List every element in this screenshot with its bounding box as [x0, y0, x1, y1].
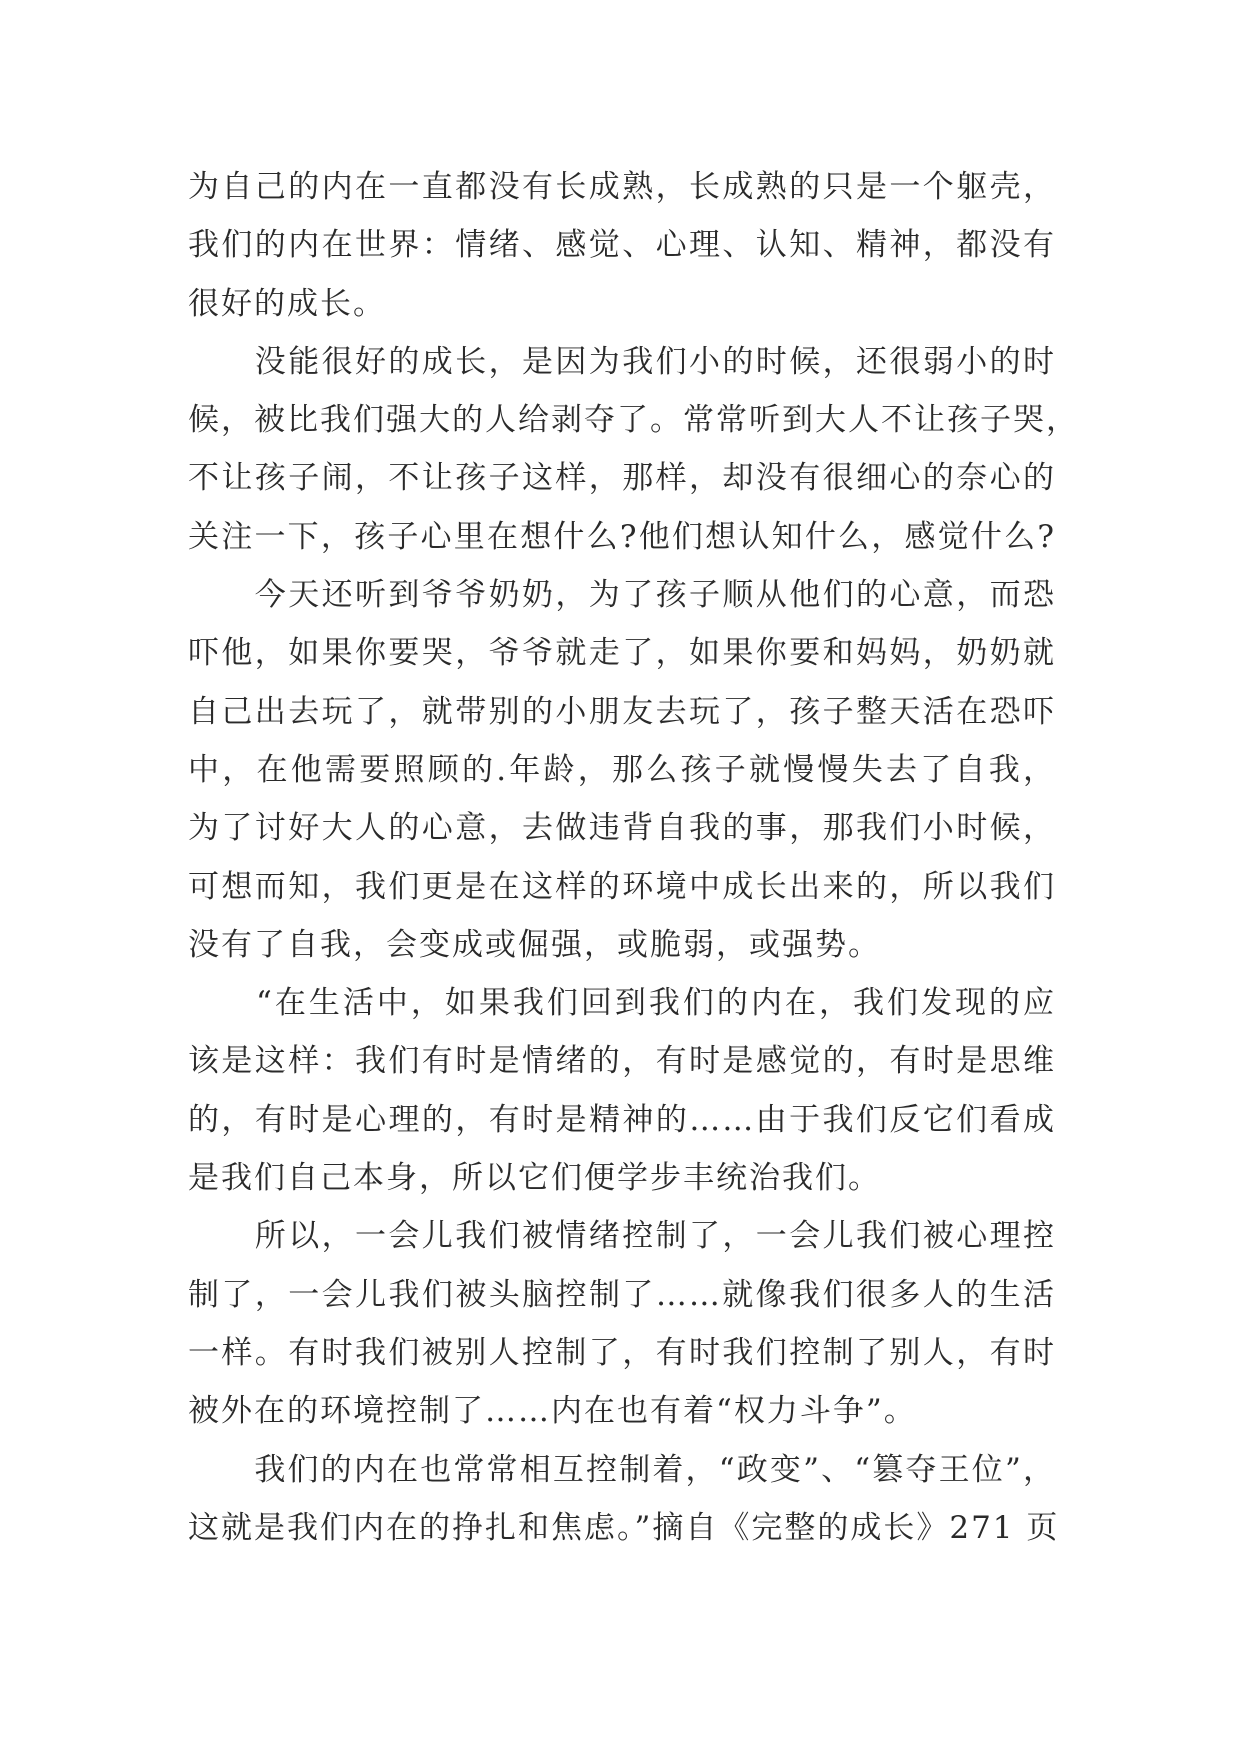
paragraph: [188, 1207, 1056, 1440]
text-line: 吓他，如果你要哭，爷爷就走了，如果你要和妈妈，奶奶就: [188, 635, 1056, 672]
text-line: 没能很好的成长，是因为我们小的时候，还很弱小的时: [188, 343, 1056, 380]
text-line: 没有了自我，会变成或倔强，或脆弱，或强势。: [188, 926, 881, 963]
text-line: 今天还听到爷爷奶奶，为了孩子顺从他们的心意，而恐: [188, 577, 1056, 614]
text-line: 我们的内在也常常相互控制着，“政变”、“篡夺王位”，: [188, 1451, 1056, 1488]
text-line: 自己出去玩了，就带别的小朋友去玩了，孩子整天活在恐吓: [188, 693, 1056, 730]
text-line: 是我们自己本身，所以它们便学步丰统治我们。: [188, 1160, 881, 1197]
text-line: 的，有时是心理的，有时是精神的……由于我们反它们看成: [188, 1101, 1056, 1138]
text-line: 很好的成长。: [188, 285, 386, 322]
text-line: 关注一下，孩子心里在想什么?他们想认知什么，感觉什么?: [188, 518, 1056, 555]
text-line: 这就是我们内在的挣扎和焦虑。”摘自《完整的成长》271 页: [188, 1509, 1060, 1546]
paragraph: [188, 566, 1056, 974]
paragraph: [188, 974, 1056, 1207]
text-line: 我们的内在世界：情绪、感觉、心理、认知、精神，都没有: [188, 227, 1056, 264]
text-line: 可想而知，我们更是在这样的环境中成长出来的，所以我们: [188, 868, 1056, 905]
text-line: 中，在他需要照顾的.年龄，那么孩子就慢慢失去了自我，: [188, 751, 1056, 788]
text-line: 制了，一会儿我们被头脑控制了……就像我们很多人的生活: [188, 1276, 1056, 1313]
paragraph: [188, 158, 1056, 333]
text-line: 所以，一会儿我们被情绪控制了，一会儿我们被心理控: [188, 1218, 1056, 1255]
body-text: [188, 158, 1079, 1557]
text-line: 被外在的环境控制了……内在也有着“权力斗争”。: [188, 1393, 917, 1430]
text-line: 候，被比我们强大的人给剥夺了。常常听到大人不让孩子哭，: [188, 402, 1079, 439]
text-line: 该是这样：我们有时是情绪的，有时是感觉的，有时是思维: [188, 1043, 1056, 1080]
text-line: 为自己的内在一直都没有长成熟，长成熟的只是一个躯壳，: [188, 169, 1056, 205]
text-line: 不让孩子闹，不让孩子这样，那样，却没有很细心的奈心的: [188, 460, 1056, 497]
text-line: 为了讨好大人的心意，去做违背自我的事，那我们小时候，: [188, 810, 1056, 847]
paragraph: [188, 333, 1079, 566]
paragraph: [188, 1441, 1060, 1558]
text-line: “在生活中，如果我们回到我们的内在，我们发现的应: [188, 985, 1056, 1022]
text-line: 一样。有时我们被别人控制了，有时我们控制了别人，有时: [188, 1334, 1056, 1371]
